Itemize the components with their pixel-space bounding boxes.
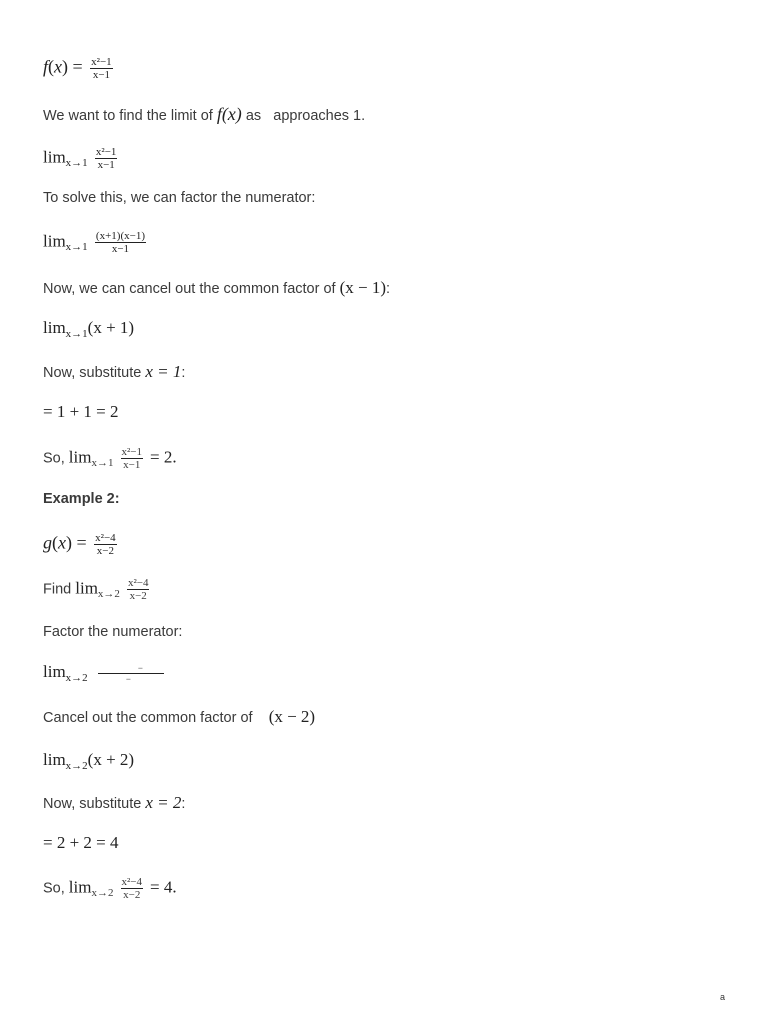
lim-subscript: x→1 xyxy=(65,157,88,170)
limit-expression-3 xyxy=(43,318,134,338)
function-name: f xyxy=(43,56,49,77)
fraction xyxy=(90,56,113,81)
substitute-colon: : xyxy=(181,796,186,812)
fraction-denominator: − xyxy=(125,673,131,684)
function-variable: x xyxy=(54,56,63,77)
fraction-numerator: x²−1 xyxy=(95,146,117,158)
fraction-numerator: x²−1 xyxy=(91,56,112,68)
fraction-numerator: x²−4 xyxy=(127,577,149,589)
solve-text: To solve this, we can factor the numerator: xyxy=(43,190,316,206)
result-1: = 1 + 1 = 2 xyxy=(43,402,119,421)
fraction-denominator: x−1 xyxy=(92,69,111,81)
lim-subscript: x→1 xyxy=(91,457,114,470)
limit-expression-6 xyxy=(43,750,134,770)
lim-subscript: x→2 xyxy=(65,672,88,684)
fx-definition: f(x) = $\frac{\text{x²−1}}{x-1}$ xyxy=(43,56,112,81)
so-text: So, xyxy=(43,880,65,897)
lim-subscript: x→2 xyxy=(97,588,120,601)
lim-operator: lim xyxy=(43,662,66,681)
substitute-text: Now, substitute xyxy=(43,365,142,381)
lim-operator: lim xyxy=(43,231,66,251)
substitute-expression: x = 1 xyxy=(145,362,182,381)
fraction-denominator: x−2 xyxy=(96,545,115,557)
fraction-numerator: (x+1)(x−1) xyxy=(95,230,145,242)
cancel-factor: (x − 1) xyxy=(339,278,387,297)
conclusion-1 xyxy=(43,446,177,471)
lim-operator: lim xyxy=(43,318,66,337)
intro-text: We want to find the limit of xyxy=(43,108,213,124)
cancel-text: Now, we can cancel out the common factor of xyxy=(43,281,336,297)
substitute-colon: : xyxy=(181,365,186,381)
fraction-numerator: x²−4 xyxy=(95,532,116,544)
fraction-numerator: x²−1 xyxy=(121,446,143,458)
lim-expression: (x + 1) xyxy=(87,318,135,337)
limit-expression-2 xyxy=(43,230,149,255)
find-text: Find xyxy=(43,581,72,598)
substitute2-paragraph xyxy=(43,793,185,813)
lim-subscript: x→1 xyxy=(65,328,88,340)
fraction-denominator: x−1 xyxy=(97,159,115,171)
lim-subscript: x→2 xyxy=(65,760,88,772)
lim-operator: lim xyxy=(68,877,92,897)
fraction xyxy=(121,446,144,471)
substitute-expression: x = 2 xyxy=(145,793,182,812)
lim-subscript: x→1 xyxy=(65,241,88,254)
fraction xyxy=(94,532,117,557)
footer-mark: a xyxy=(720,992,726,1002)
substitute-paragraph xyxy=(43,362,185,382)
intro-tail: approaches 1. xyxy=(273,108,366,124)
function-name: g xyxy=(43,532,52,553)
intro-paragraph xyxy=(43,104,365,125)
lim-operator: lim xyxy=(75,578,98,598)
result-2: = 2 + 2 = 4 xyxy=(43,833,119,852)
example-heading: Example 2: xyxy=(43,491,120,507)
fraction xyxy=(127,577,150,602)
fraction xyxy=(98,663,164,684)
conclusion-value: = 4. xyxy=(150,877,177,897)
fraction xyxy=(95,146,118,171)
conclusion-2 xyxy=(43,876,177,901)
lim-operator: lim xyxy=(43,750,66,769)
conclusion-value: = 2. xyxy=(150,447,177,467)
fraction-denominator: x−2 xyxy=(123,889,141,901)
fraction xyxy=(95,230,146,255)
lim-operator: lim xyxy=(43,147,66,167)
cancel2-text: Cancel out the common factor of xyxy=(43,710,253,726)
find-paragraph xyxy=(43,577,152,602)
cancel-colon: : xyxy=(386,281,391,297)
gx-definition: g(x) = $\frac{\text{x²−4}}{x-2}$ xyxy=(43,532,116,557)
limit-expression-5 xyxy=(43,662,164,684)
fraction-numerator: x²−4 xyxy=(121,876,143,888)
substitute-text: Now, substitute xyxy=(43,796,142,812)
fraction-denominator: x−1 xyxy=(123,459,141,471)
fraction-denominator: x−2 xyxy=(129,590,147,602)
lim-operator: lim xyxy=(68,447,92,467)
lim-expression: (x + 2) xyxy=(87,750,135,769)
fraction xyxy=(121,876,144,901)
cancel2-factor: (x − 2) xyxy=(268,707,316,726)
cancel2-paragraph xyxy=(43,707,315,727)
fraction-denominator: x−1 xyxy=(111,243,130,255)
fraction-numerator: − xyxy=(98,663,164,674)
lim-subscript: x→2 xyxy=(91,887,114,900)
limit-expression-1 xyxy=(43,146,120,171)
function-variable: x xyxy=(58,532,66,553)
so-text: So, xyxy=(43,450,65,467)
intro-function: f(x) xyxy=(216,104,242,124)
intro-as: as xyxy=(245,108,262,124)
factor-text: Factor the numerator: xyxy=(43,624,183,640)
cancel-paragraph xyxy=(43,278,390,298)
